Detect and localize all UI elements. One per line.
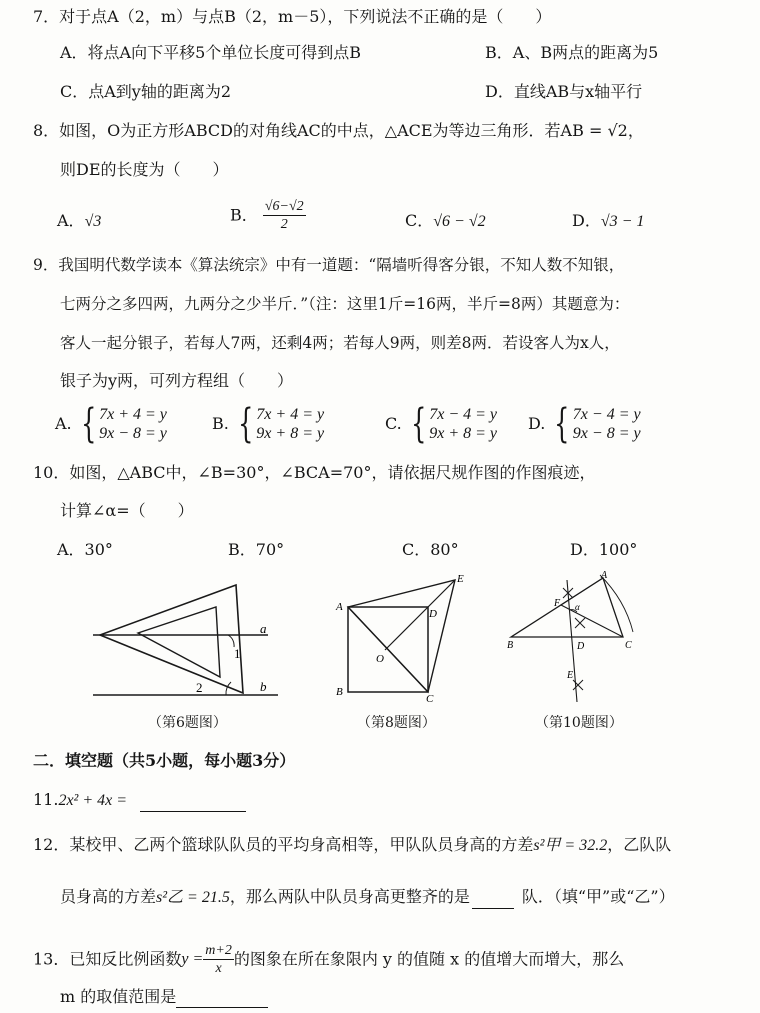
q9-option-b-row1: 7x + 4 = y: [256, 406, 325, 423]
q9-line1: 9．我国明代数学读本《算法统宗》中有一道题：“隔墙听得客分银，不知人数不知银，: [33, 256, 625, 274]
fig10-label-alpha: α: [575, 602, 580, 612]
q9-option-c-label: C.: [385, 414, 402, 433]
fig8-segment-do: [385, 607, 428, 650]
left-brace-icon: {: [554, 401, 570, 447]
fig10-label-e: E: [567, 670, 574, 681]
q7-option-d: D．直线AB与x轴平行: [485, 82, 643, 101]
q9-option-c-row2: 9x + 8 = y: [429, 425, 498, 442]
q8-option-b-numerator: √6−√2: [264, 199, 304, 214]
q12-line2-tail: 队．（填“甲”或“乙”）: [521, 887, 675, 906]
left-brace-icon: {: [80, 401, 97, 447]
fig10-caption: （第10题图）: [535, 715, 623, 731]
figure-6: [88, 575, 288, 705]
q9-option-c: [385, 401, 498, 447]
left-brace-icon: {: [237, 401, 254, 447]
fig10-label-c: C: [625, 640, 632, 651]
q7-stem: 7．对于点A（2，m）与点B（2，m－5），下列说法不正确的是（ ）: [33, 7, 552, 26]
q9-option-a-row2: 9x − 8 = y: [99, 425, 167, 442]
q9-option-d-row2: 9x − 8 = y: [572, 425, 641, 442]
q9-option-b-row2: 9x + 8 = y: [256, 425, 325, 442]
q7-option-c: C．点A到y轴的距离为2: [60, 82, 232, 101]
q8-option-d: [572, 210, 644, 233]
q13-y-equals: y =: [181, 950, 204, 968]
q8-option-a: [57, 210, 101, 233]
q12-variance-jia: s²甲 = 32.2: [533, 837, 608, 854]
q11-answer-blank[interactable]: [140, 811, 246, 812]
fig6-label-a: a: [260, 621, 267, 636]
q10-option-d: D．100°: [570, 540, 638, 559]
q9-option-b: [212, 401, 325, 447]
fig8-label-b: B: [336, 686, 343, 698]
q9-option-c-row1: 7x − 4 = y: [429, 406, 498, 423]
q9-option-b-label: B.: [212, 414, 229, 433]
q12-answer-blank[interactable]: [472, 908, 514, 909]
q9-line3: 客人一起分银子，若每人7两，还剩4两；若每人9两，则差8两．若设客人为x人，: [60, 334, 620, 352]
q8-option-d-value: √3 − 1: [600, 213, 645, 230]
q10-option-b: B．70°: [228, 540, 285, 559]
q8-option-c: [405, 210, 486, 233]
section2-title: 二．填空题（共5小题，每小题3分）: [33, 751, 296, 770]
fig10-arc-mark-bottom: [573, 680, 583, 690]
q13-line1-tail: 的图象在所在象限内 y 的值随 x 的值增大而增大，那么: [233, 949, 625, 969]
q8-stem-line2: 则DE的长度为（ ）: [60, 160, 229, 179]
q13-line2-text: m 的取值范围是: [60, 987, 177, 1006]
q13-denominator: x: [215, 961, 222, 976]
q13-fraction: [203, 942, 234, 977]
q8-option-b-label: B．: [230, 205, 258, 225]
q9-option-d: [528, 401, 641, 447]
fig10-label-d: D: [577, 641, 585, 652]
q12-line1-text: 12．某校甲、乙两个篮球队队员的平均身高相等，甲队队员身高的方差: [33, 835, 534, 854]
q8-option-c-value: √6 − √2: [433, 213, 486, 230]
fig10-label-f: F: [554, 598, 561, 609]
fig8-caption: （第8题图）: [357, 715, 436, 731]
q9-option-a-row1: 7x + 4 = y: [99, 406, 167, 423]
q11-expression: 2x² + 4x =: [58, 792, 128, 809]
q8-stem-line1: 8．如图，O为正方形ABCD的对角线AC的中点，△ACE为等边三角形．若AB = √2，: [33, 121, 644, 140]
q12-line1-tail: ，乙队队: [607, 835, 672, 854]
q12-line2: [60, 886, 675, 909]
q12-line2-text: 员身高的方差: [60, 887, 157, 906]
fig10-label-a: A: [601, 570, 608, 581]
q8-option-d-label: D．: [572, 211, 601, 230]
q9-option-a-label: A.: [55, 414, 72, 433]
q8-option-a-label: A．: [57, 211, 85, 230]
q10-line1: 10．如图，△ABC中，∠B=30°，∠BCA=70°，请依据尺规作图的作图痕迹，: [33, 463, 596, 482]
left-brace-icon: {: [410, 401, 427, 447]
fig6-caption: （第6题图）: [148, 715, 227, 731]
q12-line2-mid: ，那么两队中队员身高更整齐的是: [229, 887, 470, 906]
q9-option-d-label: D.: [528, 414, 546, 433]
fig6-label-b: b: [260, 679, 267, 694]
fig10-label-b: B: [507, 640, 514, 651]
fig6-triangle-outer: [100, 585, 243, 693]
q12-variance-yi: s²乙 = 21.5: [156, 889, 230, 906]
q9-option-d-row1: 7x − 4 = y: [572, 406, 641, 423]
q13-answer-blank[interactable]: [176, 1007, 268, 1008]
q13-numerator: m+2: [205, 943, 232, 958]
q10-line2: 计算∠α=（ ）: [60, 501, 194, 520]
q7-option-b: B．A、B两点的距离为5: [485, 43, 659, 62]
fig8-label-c: C: [426, 693, 434, 702]
q13-line1: [33, 942, 624, 977]
q12-line1: [33, 834, 671, 857]
fig8-label-o: O: [376, 653, 384, 665]
q9-line4: 银子为y两，可列方程组（ ）: [60, 371, 294, 390]
q9-option-a: [55, 401, 167, 447]
fig8-label-e: E: [457, 573, 464, 585]
q8-option-c-label: C．: [405, 211, 434, 230]
q13-line2: [60, 986, 268, 1008]
figure-8: [330, 572, 480, 702]
q8-option-b: [230, 198, 306, 233]
q8-option-b-fraction: [263, 198, 306, 233]
fig10-arc-mark-mid: [575, 618, 585, 628]
q7-option-a: A．将点A向下平移5个单位长度可得到点B: [60, 43, 362, 62]
fig6-label-1: 1: [234, 646, 241, 661]
fig8-label-a: A: [336, 601, 343, 613]
q9-line2: 七两分之多四两，九两分之少半斤．”（注：这里1斤=16两，半斤=8两）其题意为：: [60, 295, 630, 313]
q11-prefix: 11.: [33, 790, 59, 809]
fig6-label-2: 2: [196, 680, 203, 695]
fig8-label-d: D: [429, 608, 437, 620]
q10-option-a: A．30°: [57, 540, 113, 559]
q13-line1-text: 13．已知反比例函数: [33, 949, 182, 969]
q10-option-c: C．80°: [402, 540, 459, 559]
figure-10: [505, 570, 640, 705]
q8-option-a-value: √3: [84, 213, 102, 230]
q11: [33, 789, 246, 812]
q8-option-b-denominator: 2: [280, 217, 288, 232]
